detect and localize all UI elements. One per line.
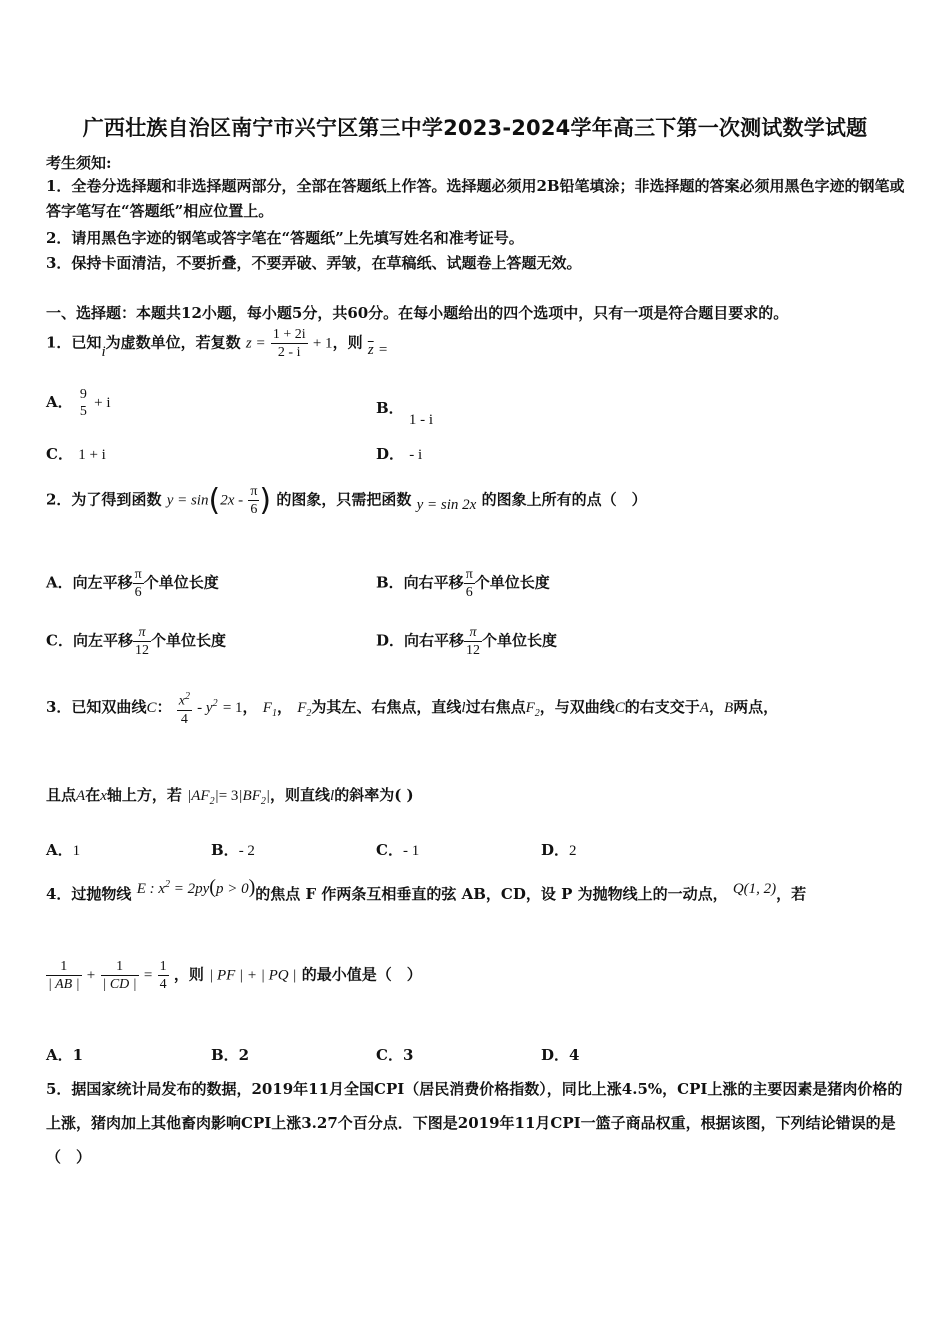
question-5: 5．据国家统计局发布的数据，2019年11月全国CPI（居民消费价格指数），同比上涨4.5%，CPI上涨的主要因素是猪肉价格的上涨，猪肉加上其他畜肉影响CPI上涨3.27个百分点．下图是2019年11月CPI一篮子商品权重，根据该图，下列结论错误的是（ ） (46, 1080, 903, 1166)
q3-t5: 两点， (733, 697, 779, 716)
q3-colon: ： (156, 697, 172, 716)
q4-plus: + (86, 967, 96, 984)
q1-z-eq: z = (245, 335, 266, 352)
q1-option-c-label: C． (46, 445, 73, 463)
q3-comma-2: ， (276, 697, 292, 716)
question-2: 2．为了得到函数 y = sin(2x - $\frac{\pi}{6}$ ) 的图象，只需把函数 y = sin 2x 的图象上所有的点（ ） (46, 483, 647, 518)
q2-option-a-unit: 个单位长度 (143, 573, 219, 592)
q1-mid: 为虚数单位，若复数 (105, 333, 241, 352)
q3-comma-3: ， (708, 697, 724, 716)
q4-t4: 的最小值是（ ） (301, 965, 422, 984)
q3-minus-y2: - $y^2$ (197, 697, 218, 716)
section-heading: 一、选择题：本题共12小题，每小题5分，共60分。在每小题给出的四个选项中，只有一项是符合题目要求的。 (46, 304, 789, 322)
q3-option-b[interactable] (211, 839, 255, 860)
question-3-line-2 (46, 784, 414, 807)
question-4: 4．过抛物线 E : $x^2 = 2py(p > 0)$的焦点 F 作两条互相垂直的弦 AB，CD，设 P 为抛物线上的一动点， Q(1, 2)，若 (46, 876, 807, 903)
q1-fraction: $\frac{1 + 2i}{2 - i}$ (272, 327, 306, 360)
q4-frac-quarter: $\frac{1}{4}$ (159, 959, 167, 992)
question-4-line-2 (46, 958, 422, 993)
question-1 (46, 326, 387, 361)
q3-t9: 的斜率为( ) (334, 786, 414, 804)
q2-function-2: y = sin 2x (416, 496, 477, 513)
q2-option-b-unit: 个单位长度 (474, 573, 550, 592)
q2-option-b-fraction: $\frac{\pi}{6}$ (465, 567, 473, 600)
q3-af2: $|AF_2|$ (187, 788, 219, 807)
q4-t1: 的焦点 F 作两条互相垂直的弦 AB，CD，设 P 为抛物线上的一动点， (255, 885, 728, 903)
q3-option-d-label: D． (541, 841, 570, 859)
q3-f2-b: $F_2$ (525, 699, 540, 719)
q3-line2a: 且点 (46, 786, 77, 804)
q2-tail: 的图象上所有的点（ ） (481, 490, 647, 509)
q3-comma-1: ， (242, 697, 258, 716)
q4-t3: ，则 (173, 965, 204, 984)
q1-option-d[interactable] (376, 443, 422, 464)
q4-expression: | PF | + | PQ | (209, 967, 297, 984)
q4-t2: ，若 (776, 885, 807, 903)
q3-l: l (461, 699, 466, 716)
q1-zbar: $\overline{z}$ (367, 341, 374, 358)
q4-prefix: 4．过抛物线 (46, 885, 132, 903)
q4-condition: p > 0 (215, 881, 249, 897)
q3-eq1: = 1 (222, 699, 243, 716)
q1-then: ，则 (332, 333, 363, 352)
page-title: 广西壮族自治区南宁市兴宁区第三中学2023-2024学年高三下第一次测试数学试题 (82, 116, 868, 140)
q1-option-b-label: B． (376, 399, 404, 417)
q1-i: i (101, 343, 106, 360)
q1-option-a-fraction: 9 5 (79, 387, 87, 419)
q1-option-c-value: 1 + i (78, 447, 106, 463)
q3-t6: 在 (85, 786, 101, 804)
q3-t1: 为其左、右焦点，直线 (311, 697, 462, 716)
q1-option-c[interactable] (46, 443, 106, 464)
q1-option-a-label: A． (46, 393, 73, 411)
q3-a-2: A (76, 788, 86, 804)
q2-option-d-unit: 个单位长度 (482, 631, 558, 650)
q1-equals: = (378, 341, 388, 358)
q2-option-c-fraction: $\frac{\pi}{12}$ (134, 625, 149, 658)
notice-heading: 考生须知: (46, 154, 112, 172)
q2-option-c-label: C．向左平移 (46, 631, 133, 650)
q2-inner: 2x - (220, 492, 244, 509)
q1-option-d-label: D． (376, 445, 405, 463)
q2-mid: 的图象，只需把函数 (276, 490, 412, 509)
q2-option-a-fraction: $\frac{\pi}{6}$ (134, 567, 142, 600)
q1-option-b[interactable] (376, 397, 434, 428)
q2-option-a[interactable] (46, 566, 219, 601)
q3-option-c-value: - 1 (402, 843, 420, 859)
q1-plus-one: + 1 (312, 335, 333, 352)
q3-f2: $F_2$ (297, 699, 312, 719)
q3-option-d-value: 2 (569, 843, 577, 859)
notice-item-2: 2．请用黑色字迹的钢笔或答字笔在“答题纸”上先填写姓名和准考证号。 (46, 229, 524, 247)
q3-option-b-label: B． (211, 841, 239, 859)
q3-b: B (723, 699, 734, 716)
q3-t7: 轴上方，若 (106, 786, 182, 804)
q3-option-a[interactable] (46, 839, 80, 860)
q1-option-a-tail: + i (94, 395, 111, 411)
q4-option-a[interactable]: A．1 (46, 1046, 84, 1064)
q4-option-d[interactable]: D．4 (541, 1046, 580, 1064)
q2-option-a-label: A．向左平移 (46, 573, 133, 592)
q4-frac-ab: $\frac{1}{| AB |}$ (48, 959, 80, 992)
q3-t2: 过右焦点 (465, 697, 526, 716)
q3-t3: ，与双曲线 (539, 697, 615, 716)
q3-l-2: l (330, 788, 335, 804)
q1-option-d-value: - i (409, 447, 423, 463)
notice-item-1: 1．全卷分选择题和非选择题两部分，全部在答题纸上作答。选择题必须用2B铅笔填涂；非选择题的答案必须用黑色字迹的钢笔或答字笔写在“答题纸”相应位置上。 (46, 177, 905, 220)
q4-option-c[interactable]: C．3 (376, 1046, 414, 1064)
question-3 (46, 688, 778, 728)
q2-option-d-fraction: $\frac{\pi}{12}$ (466, 625, 481, 658)
q4-frac-cd: $\frac{1}{| CD |}$ (102, 959, 137, 992)
q3-option-d[interactable] (541, 839, 577, 860)
q2-prefix: 2．为了得到函数 (46, 490, 162, 509)
q3-x2-over-4: $\frac{x^2}{4}$ (177, 688, 192, 728)
q1-prefix: 1．已知 (46, 333, 102, 352)
q3-f1: $F_1$ (262, 699, 277, 719)
q2-option-c-unit: 个单位长度 (150, 631, 226, 650)
q1-option-a[interactable] (46, 386, 111, 420)
q2-function: y = sin (166, 492, 209, 509)
q2-option-c[interactable] (46, 624, 226, 659)
q4-point-q: Q(1, 2) (732, 881, 777, 897)
q3-t8: ，则直线 (270, 786, 331, 804)
q3-bf2: $|BF_2|$ (238, 788, 270, 807)
q3-option-c-label: C． (376, 841, 403, 859)
q3-eq3: = 3 (218, 788, 239, 804)
q3-t4: 的右支交于 (624, 697, 700, 716)
q4-eq2: = (143, 967, 153, 984)
q2-option-b[interactable] (376, 566, 550, 601)
q3-c-2: C (614, 699, 625, 716)
q3-option-a-value: 1 (72, 843, 81, 859)
q1-option-b-value: 1 - i (408, 412, 434, 428)
q3-a: A (699, 699, 709, 716)
q4-parabola: E : $x^2 = 2py$ (136, 879, 210, 897)
q3-option-c[interactable] (376, 839, 419, 860)
q3-option-a-label: A． (46, 841, 73, 859)
q3-prefix: 3．已知双曲线 (46, 697, 147, 716)
notice-item-3: 3．保持卡面清洁，不要折叠，不要弄破、弄皱，在草稿纸、试题卷上答题无效。 (46, 254, 582, 272)
q3-c: C (146, 699, 157, 716)
q2-option-d-label: D．向右平移 (376, 631, 465, 650)
q2-option-b-label: B．向右平移 (376, 573, 464, 592)
q4-option-b[interactable]: B．2 (211, 1046, 250, 1064)
q3-x: x (100, 788, 107, 804)
q2-option-d[interactable] (376, 624, 557, 659)
q3-option-b-value: - 2 (238, 843, 255, 859)
q2-pi-over-6: $\frac{\pi}{6}$ (250, 484, 258, 517)
